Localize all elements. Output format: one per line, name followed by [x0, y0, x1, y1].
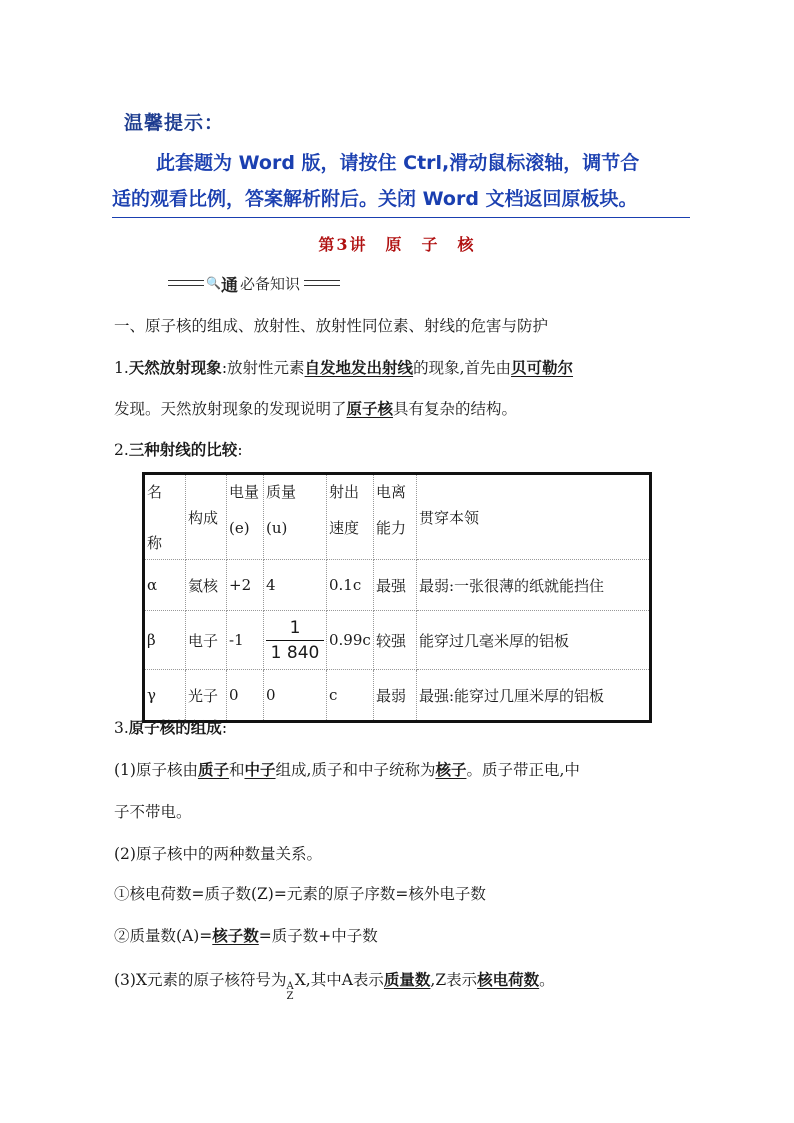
banner-label: 必备知识 [239, 274, 300, 293]
item-1-text: :放射性元素 [221, 359, 305, 377]
cell-speed: 0.99c [327, 611, 374, 670]
item-3-1-text: 。质子带正电,中 [466, 761, 580, 779]
cell-charge: 0 [227, 670, 264, 722]
banner-rule-left [168, 280, 204, 286]
item-3-colon: : [221, 719, 228, 737]
cell-ionization: 较强 [374, 611, 417, 670]
item-1-line-1 [114, 348, 684, 388]
heading-1: 一、原子核的组成、放射性、放射性同位素、射线的危害与防护 [114, 317, 549, 335]
notice-body [112, 145, 702, 218]
item-2-term: 三种射线的比较 [128, 440, 238, 459]
item-3-2b-answer: 核子数 [212, 926, 259, 945]
item-3-3-text: 。 [539, 971, 555, 989]
item-1-line-2 [114, 389, 684, 429]
element-symbol: X [294, 971, 306, 989]
item-1-answer-3: 原子核 [346, 399, 394, 418]
table-header-row [144, 474, 651, 560]
lecture-title: 第3讲 原 子 核 [318, 235, 476, 254]
header-speed-top: 射出 [329, 483, 360, 501]
item-3-1-line-1 [114, 750, 684, 790]
item-1-num: 1. [114, 359, 129, 377]
item-3-3-text: ,Z表示 [430, 971, 478, 989]
header-name-top: 名 [147, 483, 163, 501]
item-3-2b [114, 916, 684, 956]
cell-speed: c [327, 670, 374, 722]
item-2-colon: : [237, 441, 243, 459]
cell-charge: +2 [227, 560, 264, 611]
notice-line-2: 适的观看比例，答案解析附后。关闭 Word 文档返回原板块。 [112, 181, 690, 218]
notice-title: 温馨提示： [124, 112, 225, 134]
item-3-3-text: ,其中A表示 [305, 971, 384, 989]
header-composition: 构成 [186, 474, 227, 560]
isotope-notation [287, 982, 294, 1002]
item-3-num: 3. [114, 719, 129, 737]
cell-mass: 4 [264, 560, 327, 611]
item-3-1-text: (1)原子核由 [114, 761, 198, 779]
search-icon: 🔍 [206, 276, 221, 290]
item-3-3-answer-2: 核电荷数 [477, 970, 540, 989]
fraction-denominator: 1 840 [270, 642, 320, 663]
table-row [144, 611, 651, 670]
header-ion-bottom: 能力 [376, 519, 407, 537]
item-1-text: 发现。天然放射现象的发现说明了 [114, 400, 347, 418]
mass-fraction [266, 618, 324, 663]
item-3-2b-text: =质子数+中子数 [258, 927, 378, 945]
header-charge-bottom: (e) [229, 518, 250, 537]
item-3-term: 原子核的组成 [128, 718, 222, 737]
item-3-3-answer-1: 质量数 [383, 970, 431, 989]
cell-ionization: 最强 [374, 560, 417, 611]
cell-charge: -1 [227, 611, 264, 670]
item-3-3-text: (3)X元素的原子核符号为 [114, 971, 287, 989]
item-3-1-text: 和 [228, 761, 245, 779]
item-1-answer-2: 贝可勒尔 [511, 358, 574, 377]
table-row [144, 560, 651, 611]
item-1-text: 具有复杂的结构。 [393, 400, 518, 418]
notice-line-1: 此套题为 Word 版，请按住 Ctrl,滑动鼠标滚轴，调节合 [156, 152, 640, 174]
item-1-term: 天然放射现象 [128, 358, 222, 377]
cell-composition: 电子 [186, 611, 227, 670]
item-3-3 [114, 960, 684, 1002]
item-3-heading [114, 708, 684, 748]
header-speed-bottom: 速度 [329, 519, 360, 537]
cell-composition: 光子 [186, 670, 227, 722]
item-3-2: (2)原子核中的两种数量关系。 [114, 845, 322, 863]
item-3-1-answer-2: 中子 [244, 760, 276, 779]
item-3-1-line-2: 子不带电。 [114, 803, 192, 821]
header-mass-bottom: (u) [266, 518, 288, 537]
item-3-1-text: 组成,质子和中子统称为 [275, 761, 436, 779]
header-ion-top: 电离 [376, 483, 407, 501]
header-penetration: 贯穿本领 [417, 474, 651, 560]
item-3-2a: ①核电荷数=质子数(Z)=元素的原子序数=核外电子数 [114, 885, 486, 903]
item-2-heading [114, 430, 684, 470]
banner-rule-right [304, 280, 340, 286]
section-banner [168, 272, 340, 294]
header-mass-top: 质量 [266, 483, 297, 501]
item-1-text: 的现象,首先由 [413, 359, 511, 377]
header-name-bottom: 称 [147, 534, 163, 552]
cell-name: γ [144, 670, 186, 722]
cell-name: β [144, 611, 186, 670]
cell-penetration: 最强:能穿过几厘米厚的铝板 [417, 670, 651, 722]
cell-ionization: 最弱 [374, 670, 417, 722]
atomic-number-subscript: Z [286, 991, 294, 1002]
fraction-bar [266, 640, 324, 641]
item-2-num: 2. [114, 441, 129, 459]
cell-penetration: 能穿过几毫米厚的铝板 [417, 611, 651, 670]
cell-composition: 氦核 [186, 560, 227, 611]
banner-glyph: 通 [220, 275, 238, 296]
cell-penetration: 最弱:一张很薄的纸就能挡住 [417, 560, 651, 611]
mass-number-superscript: A [286, 981, 294, 992]
item-3-1-answer-3: 核子 [435, 760, 467, 779]
cell-speed: 0.1c [327, 560, 374, 611]
item-1-answer-1: 自发地发出射线 [304, 358, 414, 377]
cell-name: α [144, 560, 186, 611]
header-charge-top: 电量 [229, 483, 260, 501]
item-3-2b-text: ②质量数(A)= [114, 927, 213, 945]
fraction-numerator: 1 [289, 617, 301, 638]
cell-mass: 0 [264, 670, 327, 722]
cell-mass [264, 611, 327, 670]
rays-comparison-table [142, 472, 652, 723]
item-3-1-answer-1: 质子 [197, 760, 229, 779]
